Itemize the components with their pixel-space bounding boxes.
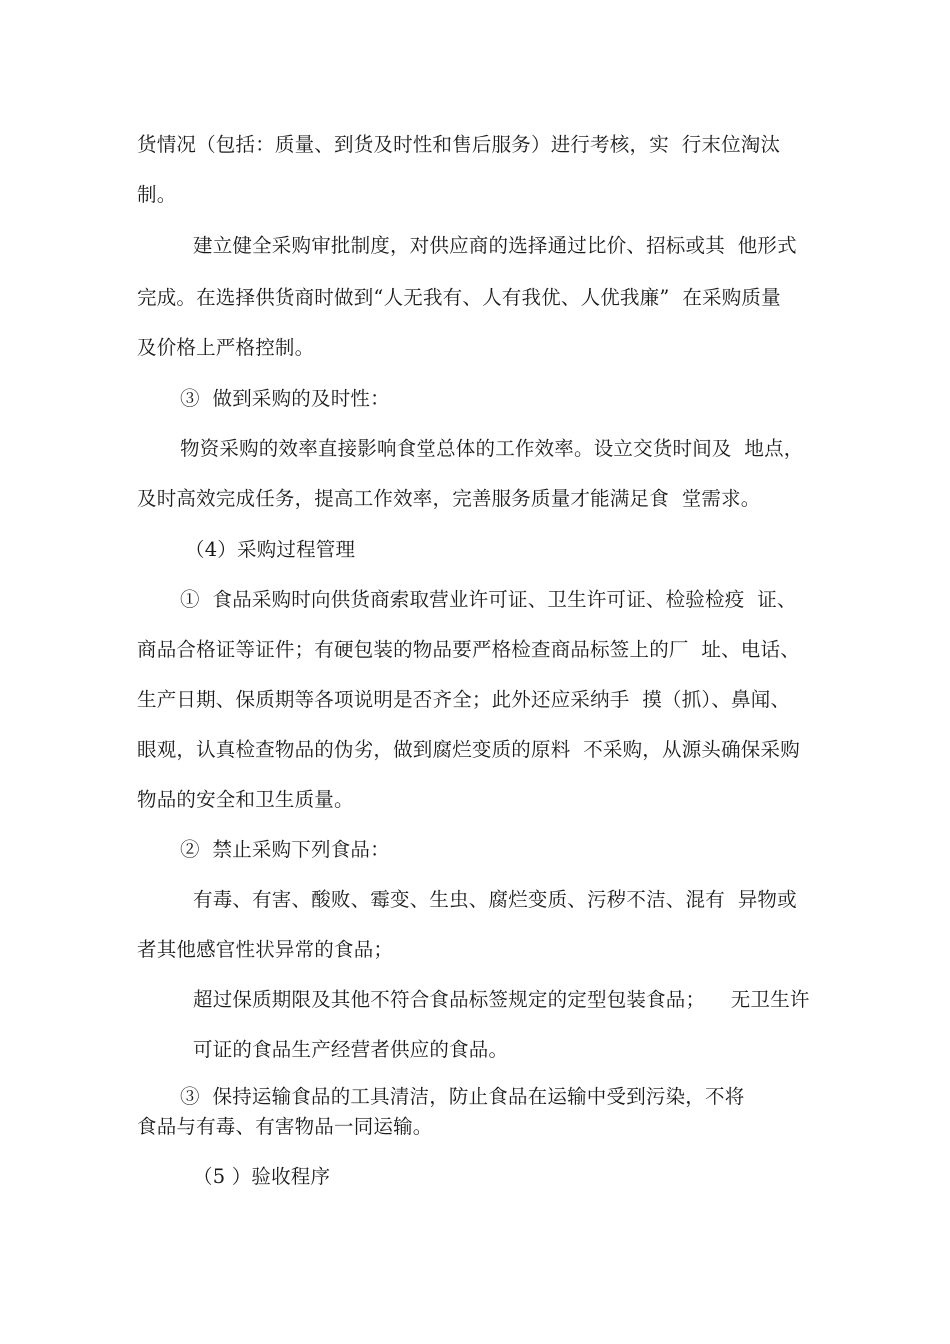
paragraph-line: 完成。在选择供货商时做到“人无我有、人有我优、人优我廉” 在采购质量 bbox=[137, 286, 781, 309]
paragraph-line: 可证的食品生产经营者供应的食品。 bbox=[193, 1038, 509, 1061]
paragraph-line: 超过保质期限及其他不符合食品标签规定的定型包装食品； 无卫生许 bbox=[193, 988, 810, 1011]
section-heading: （5 ）验收程序 bbox=[193, 1165, 331, 1188]
paragraph-line: 制。 bbox=[137, 183, 177, 206]
paragraph-line: 及价格上严格控制。 bbox=[137, 336, 315, 359]
list-heading: ② 禁止采购下列食品： bbox=[180, 838, 390, 861]
paragraph-line: 建立健全采购审批制度，对供应商的选择通过比价、招标或其 他形式 bbox=[193, 234, 797, 257]
paragraph-line: 生产日期、保质期等各项说明是否齐全；此外还应采纳手 摸（抓）、鼻闻、 bbox=[137, 688, 791, 711]
paragraph-line: 物品的安全和卫生质量。 bbox=[137, 788, 354, 811]
paragraph-line: 商品合格证等证件；有硬包装的物品要严格检查商品标签上的厂 址、电话、 bbox=[137, 638, 800, 661]
list-heading: ③ 做到采购的及时性： bbox=[180, 387, 390, 410]
paragraph-line: ③ 保持运输食品的工具清洁，防止食品在运输中受到污染，不将 bbox=[180, 1085, 745, 1108]
paragraph-line: 食品与有毒、有害物品一同运输。 bbox=[137, 1115, 433, 1138]
paragraph-line: 物资采购的效率直接影响食堂总体的工作效率。设立交货时间及 地点， bbox=[180, 437, 804, 460]
paragraph-line: 有毒、有害、酸败、霉变、生虫、腐烂变质、污秽不洁、混有 异物或 bbox=[193, 888, 797, 911]
section-heading: （4）采购过程管理 bbox=[185, 538, 356, 561]
paragraph-line: 货情况（包括：质量、到货及时性和售后服务）进行考核，实 行末位淘汰 bbox=[137, 133, 781, 156]
paragraph-line: 及时高效完成任务，提高工作效率，完善服务质量才能满足食 堂需求。 bbox=[137, 487, 761, 510]
paragraph-line: ① 食品采购时向供货商索取营业许可证、卫生许可证、检验检疫 证、 bbox=[180, 588, 797, 611]
paragraph-line: 眼观，认真检查物品的伪劣，做到腐烂变质的原料 不采购，从源头确保采购 bbox=[137, 738, 800, 761]
paragraph-line: 者其他感官性状异常的食品； bbox=[137, 938, 394, 961]
